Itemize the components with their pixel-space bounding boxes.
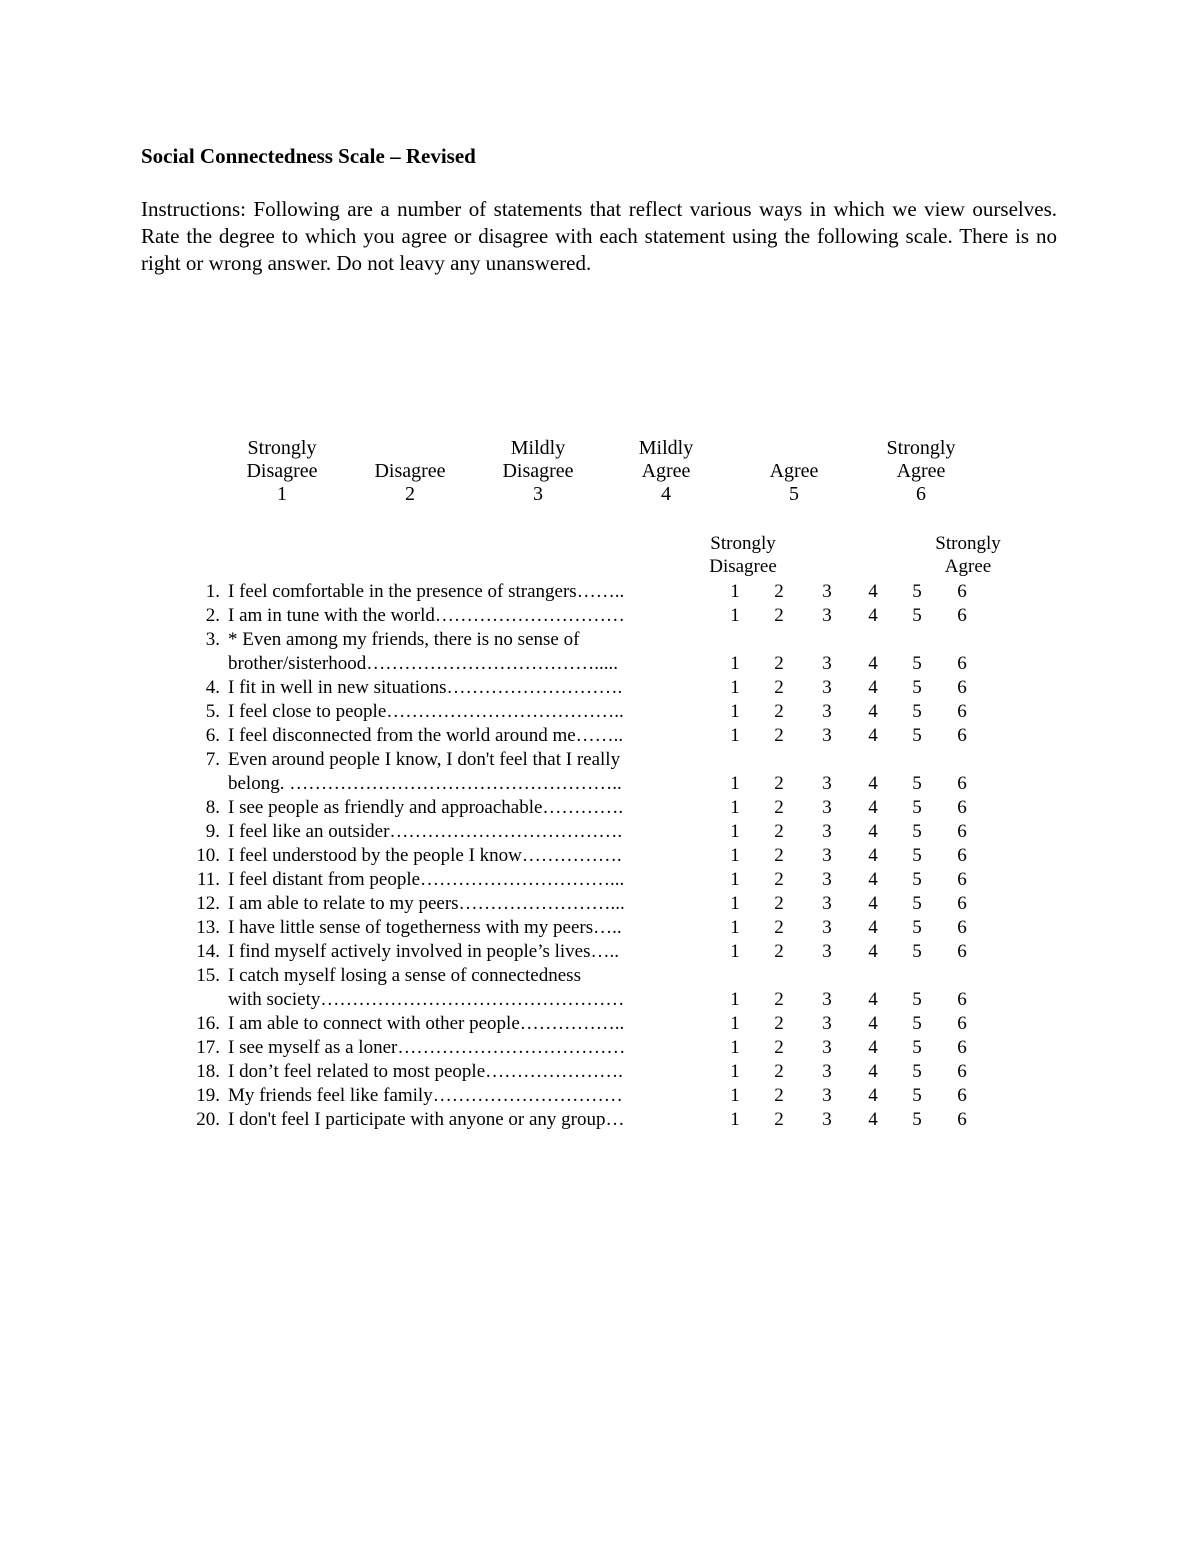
rating-option-2[interactable]: 2	[774, 797, 784, 818]
rating-option-6[interactable]: 6	[957, 917, 967, 938]
item-text: I fit in well in new situations……………………….	[228, 677, 623, 698]
rating-option-2[interactable]: 2	[774, 725, 784, 746]
rating-option-3[interactable]: 3	[822, 869, 832, 890]
scale-option-value: 5	[789, 483, 799, 505]
rating-option-1[interactable]: 1	[730, 1109, 740, 1130]
rating-option-4[interactable]: 4	[868, 917, 878, 938]
rating-option-6[interactable]: 6	[957, 869, 967, 890]
rating-option-4[interactable]: 4	[868, 581, 878, 602]
item-text: I feel like an outsider……………………………….	[228, 821, 623, 842]
column-header-left	[693, 532, 793, 578]
rating-option-2[interactable]: 2	[774, 821, 784, 842]
item-number: 13.	[196, 917, 220, 938]
scale-option-2	[350, 437, 470, 506]
rating-option-4[interactable]: 4	[868, 845, 878, 866]
rating-option-5[interactable]: 5	[912, 941, 922, 962]
item-text: I am able to relate to my peers……………………...	[228, 893, 625, 914]
scale-option-line1	[350, 437, 470, 460]
item-number: 4.	[205, 677, 220, 698]
rating-option-4[interactable]: 4	[868, 797, 878, 818]
rating-option-5[interactable]: 5	[912, 701, 922, 722]
item-text: I feel understood by the people I know…………….	[228, 845, 622, 866]
rating-option-1[interactable]: 1	[730, 677, 740, 698]
scale-option-line2: Agree	[641, 460, 691, 482]
item-row	[196, 964, 996, 1012]
item-text: My friends feel like family…………………………	[228, 1085, 623, 1106]
item-text: with society…………………………………………	[228, 989, 625, 1010]
rating-option-4[interactable]: 4	[868, 605, 878, 626]
rating-option-3[interactable]: 3	[822, 725, 832, 746]
item-row	[196, 748, 996, 796]
item-number: 10.	[196, 845, 220, 866]
rating-option-6[interactable]: 6	[957, 941, 967, 962]
rating-option-3[interactable]: 3	[822, 677, 832, 698]
scale-option-3	[478, 437, 598, 506]
scale-option-5	[734, 437, 854, 506]
scale-option-6	[861, 437, 981, 506]
rating-option-3[interactable]: 3	[822, 989, 832, 1010]
item-number: 11.	[196, 869, 220, 890]
item-text: Even around people I know, I don't feel that I really	[228, 749, 621, 770]
item-text: I am in tune with the world…………………………	[228, 605, 625, 626]
rating-option-1[interactable]: 1	[730, 845, 740, 866]
rating-option-1[interactable]: 1	[730, 701, 740, 722]
rating-option-6[interactable]: 6	[957, 1061, 967, 1082]
rating-option-2[interactable]: 2	[774, 1085, 784, 1106]
rating-option-4[interactable]: 4	[868, 821, 878, 842]
rating-option-5[interactable]: 5	[912, 677, 922, 698]
item-row	[196, 1108, 996, 1132]
rating-option-6[interactable]: 6	[957, 725, 967, 746]
item-number: 20.	[196, 1109, 220, 1130]
rating-option-1[interactable]: 1	[730, 917, 740, 938]
rating-option-4[interactable]: 4	[868, 989, 878, 1010]
rating-option-6[interactable]: 6	[957, 797, 967, 818]
rating-option-3[interactable]: 3	[822, 1085, 832, 1106]
item-text: * Even among my friends, there is no sense of	[228, 629, 580, 650]
rating-option-2[interactable]: 2	[774, 869, 784, 890]
item-number: 18.	[196, 1061, 220, 1082]
item-text: I have little sense of togetherness with my peers…..	[228, 917, 622, 938]
scale-option-line1: Strongly	[247, 437, 317, 459]
rating-option-4[interactable]: 4	[868, 1061, 878, 1082]
rating-option-3[interactable]: 3	[822, 1013, 832, 1034]
rating-option-2[interactable]: 2	[774, 917, 784, 938]
scale-option-value: 6	[916, 483, 926, 505]
rating-option-4[interactable]: 4	[868, 893, 878, 914]
rating-option-6[interactable]: 6	[957, 1013, 967, 1034]
item-row	[196, 844, 996, 868]
item-row	[196, 796, 996, 820]
item-number: 19.	[196, 1085, 220, 1106]
item-row	[196, 604, 996, 628]
item-row	[196, 724, 996, 748]
item-text: belong. ……………………………………………..	[228, 773, 622, 794]
rating-option-5[interactable]: 5	[912, 581, 922, 602]
rating-option-4[interactable]: 4	[868, 701, 878, 722]
rating-option-2[interactable]: 2	[774, 1037, 784, 1058]
rating-option-5[interactable]: 5	[912, 1085, 922, 1106]
scale-option-line2: Agree	[896, 460, 946, 482]
scale-option-line2: Disagree	[246, 460, 318, 482]
scale-option-value: 2	[405, 483, 415, 505]
item-row	[196, 916, 996, 940]
item-number: 1.	[205, 581, 220, 602]
column-header-right	[918, 532, 1018, 578]
rating-option-1[interactable]: 1	[730, 1085, 740, 1106]
rating-option-1[interactable]: 1	[730, 1061, 740, 1082]
rating-option-3[interactable]: 3	[822, 653, 832, 674]
column-header-right-line2: Agree	[944, 556, 992, 577]
rating-option-2[interactable]: 2	[774, 893, 784, 914]
rating-option-6[interactable]: 6	[957, 677, 967, 698]
rating-option-3[interactable]: 3	[822, 821, 832, 842]
item-number: 6.	[205, 725, 220, 746]
rating-option-6[interactable]: 6	[957, 845, 967, 866]
rating-option-2[interactable]: 2	[774, 701, 784, 722]
item-row	[196, 580, 996, 604]
rating-option-2[interactable]: 2	[774, 1109, 784, 1130]
column-header-right-line1: Strongly	[935, 533, 1001, 554]
scale-option-line2: Disagree	[502, 460, 574, 482]
rating-option-6[interactable]: 6	[957, 821, 967, 842]
item-row	[196, 676, 996, 700]
item-text: I feel disconnected from the world around me……..	[228, 725, 624, 746]
rating-option-4[interactable]: 4	[868, 677, 878, 698]
rating-option-2[interactable]: 2	[774, 581, 784, 602]
rating-option-1[interactable]: 1	[730, 1037, 740, 1058]
rating-option-5[interactable]: 5	[912, 773, 922, 794]
rating-option-3[interactable]: 3	[822, 1061, 832, 1082]
scale-option-line1: Strongly	[886, 437, 956, 459]
rating-option-3[interactable]: 3	[822, 917, 832, 938]
item-number: 9.	[205, 821, 220, 842]
item-text: I feel comfortable in the presence of strangers……..	[228, 581, 625, 602]
rating-option-5[interactable]: 5	[912, 1037, 922, 1058]
rating-option-6[interactable]: 6	[957, 1109, 967, 1130]
item-text: brother/sisterhood……………………………….....	[228, 653, 619, 674]
item-row	[196, 892, 996, 916]
rating-option-3[interactable]: 3	[822, 773, 832, 794]
rating-option-1[interactable]: 1	[730, 893, 740, 914]
scale-option-line2: Agree	[769, 460, 819, 482]
rating-option-5[interactable]: 5	[912, 1061, 922, 1082]
scale-option-line2: Disagree	[374, 460, 446, 482]
column-header-left-line1: Strongly	[710, 533, 776, 554]
rating-option-5[interactable]: 5	[912, 1109, 922, 1130]
rating-option-4[interactable]: 4	[868, 869, 878, 890]
rating-option-1[interactable]: 1	[730, 1013, 740, 1034]
item-text: I find myself actively involved in people’s lives…..	[228, 941, 620, 962]
rating-option-4[interactable]: 4	[868, 1037, 878, 1058]
item-row	[196, 940, 996, 964]
item-row	[196, 628, 996, 676]
rating-option-2[interactable]: 2	[774, 653, 784, 674]
item-text: I see people as friendly and approachable………….	[228, 797, 624, 818]
rating-option-1[interactable]: 1	[730, 989, 740, 1010]
rating-option-3[interactable]: 3	[822, 1109, 832, 1130]
rating-option-3[interactable]: 3	[822, 605, 832, 626]
rating-option-4[interactable]: 4	[868, 941, 878, 962]
item-number: 17.	[196, 1037, 220, 1058]
rating-option-6[interactable]: 6	[957, 1037, 967, 1058]
rating-option-4[interactable]: 4	[868, 773, 878, 794]
rating-option-5[interactable]: 5	[912, 917, 922, 938]
page-title: Social Connectedness Scale – Revised	[141, 144, 476, 168]
rating-option-3[interactable]: 3	[822, 845, 832, 866]
rating-option-6[interactable]: 6	[957, 893, 967, 914]
rating-option-6[interactable]: 6	[957, 581, 967, 602]
item-row	[196, 820, 996, 844]
rating-option-3[interactable]: 3	[822, 797, 832, 818]
rating-option-6[interactable]: 6	[957, 701, 967, 722]
rating-option-2[interactable]: 2	[774, 1013, 784, 1034]
item-text: I feel close to people………………………………..	[228, 701, 624, 722]
rating-option-6[interactable]: 6	[957, 653, 967, 674]
item-number: 2.	[205, 605, 220, 626]
item-number: 7.	[205, 749, 220, 770]
rating-option-5[interactable]: 5	[912, 821, 922, 842]
rating-option-6[interactable]: 6	[957, 1085, 967, 1106]
item-number: 12.	[196, 893, 220, 914]
scale-option-line1: Mildly	[638, 437, 694, 459]
item-text: I see myself as a loner………………………………	[228, 1037, 626, 1058]
rating-option-2[interactable]: 2	[774, 845, 784, 866]
item-number: 3.	[205, 629, 220, 650]
item-number: 16.	[196, 1013, 220, 1034]
rating-option-5[interactable]: 5	[912, 725, 922, 746]
item-text: I don't feel I participate with anyone or any group…	[228, 1109, 625, 1130]
scale-option-value: 4	[661, 483, 671, 505]
rating-option-4[interactable]: 4	[868, 653, 878, 674]
rating-option-5[interactable]: 5	[912, 797, 922, 818]
rating-option-2[interactable]: 2	[774, 605, 784, 626]
rating-option-4[interactable]: 4	[868, 1013, 878, 1034]
rating-option-4[interactable]: 4	[868, 1085, 878, 1106]
item-text: I feel distant from people…………………………...	[228, 869, 625, 890]
rating-option-6[interactable]: 6	[957, 773, 967, 794]
rating-option-3[interactable]: 3	[822, 941, 832, 962]
rating-option-2[interactable]: 2	[774, 1061, 784, 1082]
scale-option-line1	[734, 437, 854, 460]
item-number: 15.	[196, 965, 220, 986]
item-row	[196, 1084, 996, 1108]
rating-option-1[interactable]: 1	[730, 653, 740, 674]
rating-option-5[interactable]: 5	[912, 605, 922, 626]
item-row	[196, 700, 996, 724]
rating-option-2[interactable]: 2	[774, 941, 784, 962]
item-number: 8.	[205, 797, 220, 818]
rating-option-5[interactable]: 5	[912, 653, 922, 674]
rating-option-6[interactable]: 6	[957, 605, 967, 626]
item-row	[196, 868, 996, 892]
instructions-paragraph: Instructions: Following are a number of statements that reflect various ways in which we view ourselves. Rate the degree to which you agree or disagree with each statement using the following scale. There is no right or wrong answer. Do not leavy any unanswered.	[141, 197, 1057, 275]
rating-option-2[interactable]: 2	[774, 677, 784, 698]
item-row	[196, 1060, 996, 1084]
item-text: I don’t feel related to most people………………….	[228, 1061, 623, 1082]
rating-option-2[interactable]: 2	[774, 773, 784, 794]
rating-option-4[interactable]: 4	[868, 725, 878, 746]
item-row	[196, 1012, 996, 1036]
rating-option-6[interactable]: 6	[957, 989, 967, 1010]
item-text: I catch myself losing a sense of connectedness	[228, 965, 581, 986]
item-number: 5.	[205, 701, 220, 722]
rating-option-5[interactable]: 5	[912, 893, 922, 914]
rating-option-3[interactable]: 3	[822, 1037, 832, 1058]
rating-option-1[interactable]: 1	[730, 773, 740, 794]
rating-option-5[interactable]: 5	[912, 869, 922, 890]
item-number: 14.	[196, 941, 220, 962]
rating-option-5[interactable]: 5	[912, 845, 922, 866]
rating-option-1[interactable]: 1	[730, 605, 740, 626]
scale-option-4	[606, 437, 726, 506]
rating-option-1[interactable]: 1	[730, 869, 740, 890]
rating-option-1[interactable]: 1	[730, 941, 740, 962]
item-text: I am able to connect with other people……………..	[228, 1013, 625, 1034]
item-row	[196, 1036, 996, 1060]
scale-option-value: 3	[533, 483, 543, 505]
rating-option-1[interactable]: 1	[730, 821, 740, 842]
rating-option-2[interactable]: 2	[774, 989, 784, 1010]
column-header-left-line2: Disagree	[709, 556, 777, 577]
scale-option-value: 1	[277, 483, 287, 505]
rating-option-3[interactable]: 3	[822, 893, 832, 914]
rating-option-5[interactable]: 5	[912, 989, 922, 1010]
rating-option-1[interactable]: 1	[730, 725, 740, 746]
rating-option-1[interactable]: 1	[730, 797, 740, 818]
rating-option-3[interactable]: 3	[822, 581, 832, 602]
scale-option-line1: Mildly	[510, 437, 566, 459]
scale-option-1	[222, 437, 342, 506]
rating-option-3[interactable]: 3	[822, 701, 832, 722]
rating-option-5[interactable]: 5	[912, 1013, 922, 1034]
rating-option-4[interactable]: 4	[868, 1109, 878, 1130]
rating-option-1[interactable]: 1	[730, 581, 740, 602]
